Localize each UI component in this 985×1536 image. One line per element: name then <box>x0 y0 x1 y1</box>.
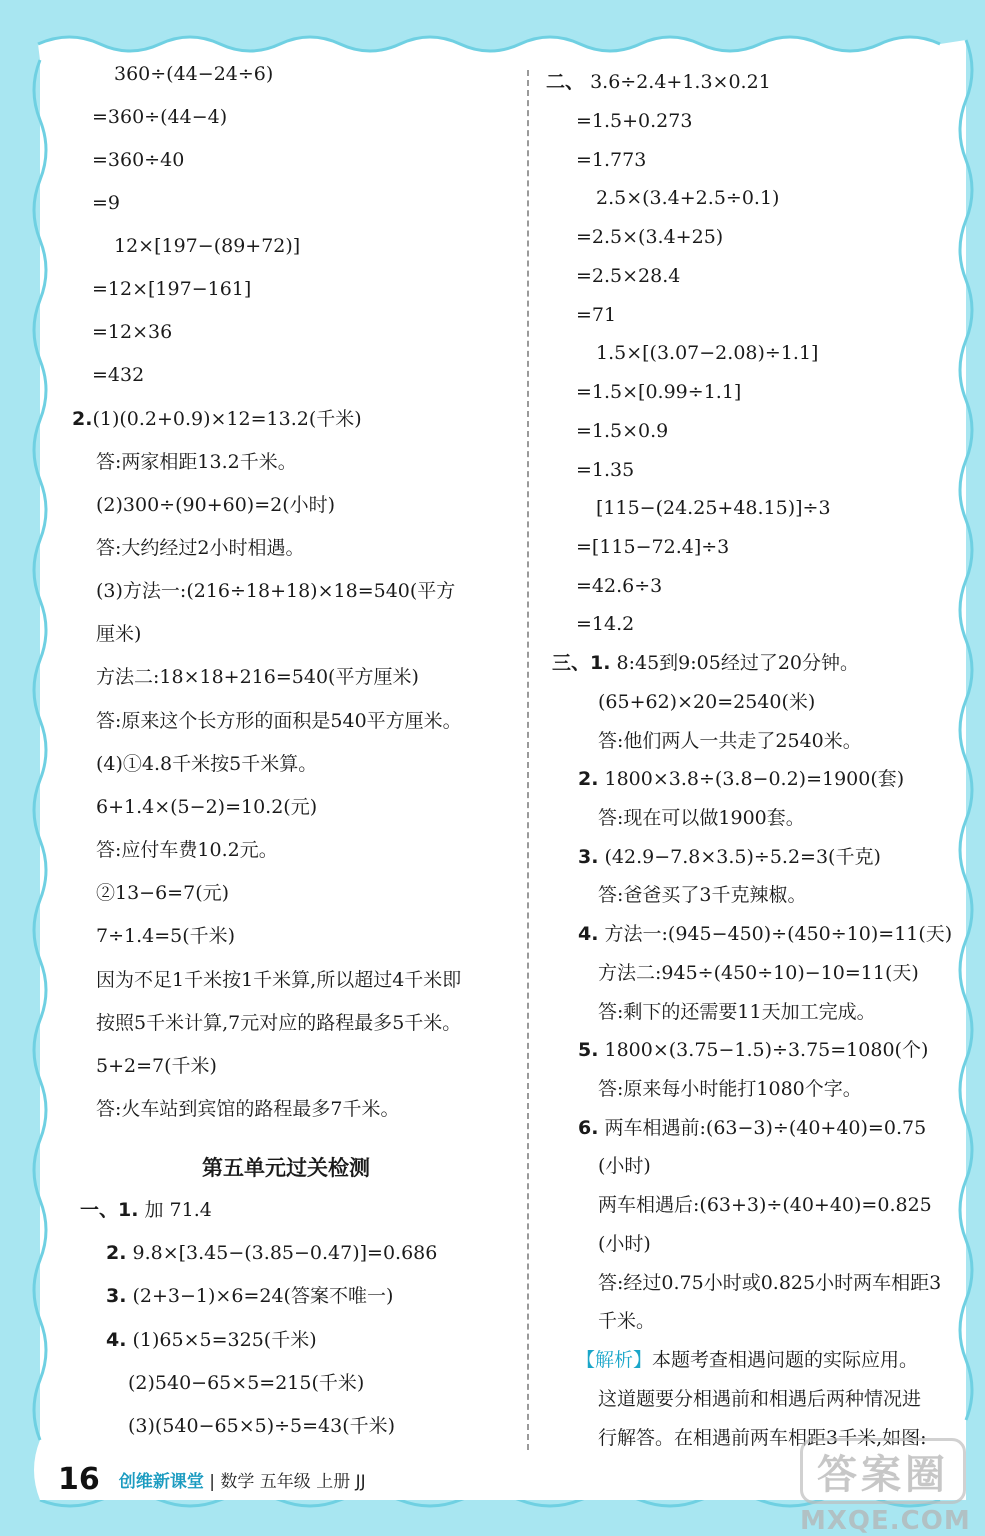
math-line: (4)①4.8千米按5千米算。 <box>96 753 318 775</box>
math-line: =42.6÷3 <box>576 575 663 597</box>
question-number: 5. <box>578 1039 599 1061</box>
question-number: 3. <box>106 1285 127 1307</box>
question-text: (2+3−1)×6=24(答案不唯一) <box>132 1285 394 1307</box>
question-number: 二、 <box>546 71 585 93</box>
answer-line: 答:大约经过2小时相遇。 <box>96 537 305 559</box>
math-line: 2.5×(3.4+2.5÷0.1) <box>596 187 780 209</box>
analysis-line: 这道题要分相遇前和相遇后两种情况进 <box>598 1388 922 1410</box>
math-line: =432 <box>92 364 145 386</box>
math-line: =1.5×0.9 <box>576 420 669 442</box>
math-line: =1.35 <box>576 459 635 481</box>
question-text: 1800×3.8÷(3.8−0.2)=1900(套) <box>604 768 905 790</box>
answer-line: 答:应付车费10.2元。 <box>96 839 278 861</box>
question-number: 2. <box>72 408 93 430</box>
answer-line: 答:他们两人一共走了2540米。 <box>598 730 862 752</box>
question-text: 两车相遇前:(63−3)÷(40+40)=0.75 <box>604 1117 927 1139</box>
math-line: 两车相遇后:(63+3)÷(40+40)=0.825 <box>598 1194 932 1216</box>
answer-line: 答:现在可以做1900套。 <box>598 807 805 829</box>
math-line: [115−(24.25+48.15)]÷3 <box>596 497 831 519</box>
math-line: (65+62)×20=2540(米) <box>598 691 816 713</box>
math-line: =9 <box>92 192 121 214</box>
answer-line: 答:两家相距13.2千米。 <box>96 451 297 473</box>
grade: 五年级 <box>259 1472 311 1492</box>
math-line: 方法二:18×18+216=540(平方厘米) <box>96 666 419 688</box>
math-line: (2)300÷(90+60)=2(小时) <box>96 494 336 516</box>
math-line: =1.5×[0.99÷1.1] <box>576 381 742 403</box>
math-line: =14.2 <box>576 613 635 635</box>
math-line: 6+1.4×(5−2)=10.2(元) <box>96 796 318 818</box>
text-line: 按照5千米计算,7元对应的路程最多5千米。 <box>96 1012 462 1034</box>
watermark-logo: 答案圈 <box>800 1438 966 1504</box>
analysis-line: 行解答。在相遇前两车相距3千米,如图: <box>598 1427 927 1449</box>
math-line: (小时) <box>598 1233 651 1255</box>
math-line: =1.5+0.273 <box>576 110 693 132</box>
question-text: (1)65×5=325(千米) <box>132 1329 317 1351</box>
question-number: 4. <box>578 923 599 945</box>
edition: JJ <box>355 1472 366 1492</box>
page-number: 16 <box>58 1462 100 1497</box>
answer-line: 答:经过0.75小时或0.825小时两车相距3 <box>598 1272 942 1294</box>
brand-name: 创维新课堂 <box>118 1472 204 1492</box>
math-line: =1.773 <box>576 149 647 171</box>
math-line: =12×36 <box>92 321 173 343</box>
math-line: =12×[197−161] <box>92 278 252 300</box>
analysis-tag: 【解析】 <box>576 1349 653 1371</box>
math-line: 7÷1.4=5(千米) <box>96 925 236 947</box>
question-line <box>106 1284 393 1308</box>
page-footer <box>58 1462 366 1497</box>
question-text: 3.6÷2.4+1.3×0.21 <box>590 71 771 93</box>
math-line: (2)540−65×5=215(千米) <box>128 1372 365 1394</box>
math-line: =2.5×(3.4+25) <box>576 226 724 248</box>
question-line <box>546 70 771 94</box>
question-text: 方法一:(945−450)÷(450÷10)=11(天) <box>604 923 953 945</box>
answer-line: 答:原来每小时能打1080个字。 <box>598 1078 862 1100</box>
answer-line: 答:火车站到宾馆的路程最多7千米。 <box>96 1098 400 1120</box>
math-line: =71 <box>576 304 617 326</box>
question-line <box>80 1198 212 1222</box>
subject: 数学 <box>220 1472 255 1492</box>
analysis-text: 本题考查相遇问题的实际应用。 <box>652 1349 919 1371</box>
analysis-line <box>576 1348 918 1372</box>
question-line <box>106 1328 317 1352</box>
question-number: 2. <box>106 1242 127 1264</box>
math-line: (3)(540−65×5)÷5=43(千米) <box>128 1415 396 1437</box>
question-line <box>578 767 904 791</box>
math-line: =[115−72.4]÷3 <box>576 536 730 558</box>
section-title: 第五单元过关检测 <box>202 1156 370 1180</box>
question-text: 1800×(3.75−1.5)÷3.75=1080(个) <box>604 1039 929 1061</box>
question-line <box>106 1241 437 1265</box>
math-line: (3)方法一:(216÷18+18)×18=540(平方 <box>96 580 456 602</box>
math-line: 12×[197−(89+72)] <box>114 235 301 257</box>
question-line <box>72 407 362 431</box>
question-line <box>552 651 859 675</box>
question-text: (42.9−7.8×3.5)÷5.2=3(千克) <box>604 846 881 868</box>
question-number: 4. <box>106 1329 127 1351</box>
question-line <box>578 1116 926 1140</box>
answer-line: 答:爸爸买了3千克辣椒。 <box>598 884 807 906</box>
math-line: (小时) <box>598 1155 651 1177</box>
book-info: 创维新课堂 | 数学 五年级 上册 JJ <box>118 1472 366 1492</box>
math-line: 5+2=7(千米) <box>96 1055 217 1077</box>
column-divider <box>527 70 529 1450</box>
watermark-url: MXQE.COM <box>800 1506 971 1536</box>
question-text: (1)(0.2+0.9)×12=13.2(千米) <box>92 408 362 430</box>
question-number: 6. <box>578 1117 599 1139</box>
math-line: =2.5×28.4 <box>576 265 681 287</box>
math-line: 方法二:945÷(450÷10)−10=11(天) <box>598 962 919 984</box>
question-text: 9.8×[3.45−(3.85−0.47)]=0.686 <box>132 1242 438 1264</box>
question-line <box>578 1038 928 1062</box>
math-line: ②13−6=7(元) <box>96 882 230 904</box>
volume: 上册 <box>316 1472 351 1492</box>
math-line: =360÷40 <box>92 149 185 171</box>
question-line <box>578 845 881 869</box>
math-line: 360÷(44−24÷6) <box>114 63 274 85</box>
question-text: 8:45到9:05经过了20分钟。 <box>616 652 860 674</box>
question-number: 三、1. <box>552 652 611 674</box>
answer-line: 千米。 <box>598 1310 656 1332</box>
math-line: 厘米) <box>96 623 142 645</box>
question-number: 2. <box>578 768 599 790</box>
text-line: 因为不足1千米按1千米算,所以超过4千米即 <box>96 969 462 991</box>
question-number: 一、1. <box>80 1199 139 1221</box>
watermark <box>800 1438 971 1536</box>
question-text: 加 71.4 <box>144 1199 212 1221</box>
answer-line: 答:原来这个长方形的面积是540平方厘米。 <box>96 710 462 732</box>
math-line: =360÷(44−4) <box>92 106 228 128</box>
question-number: 3. <box>578 846 599 868</box>
question-line <box>578 922 952 946</box>
math-line: 1.5×[(3.07−2.08)÷1.1] <box>596 342 819 364</box>
answer-line: 答:剩下的还需要11天加工完成。 <box>598 1001 876 1023</box>
